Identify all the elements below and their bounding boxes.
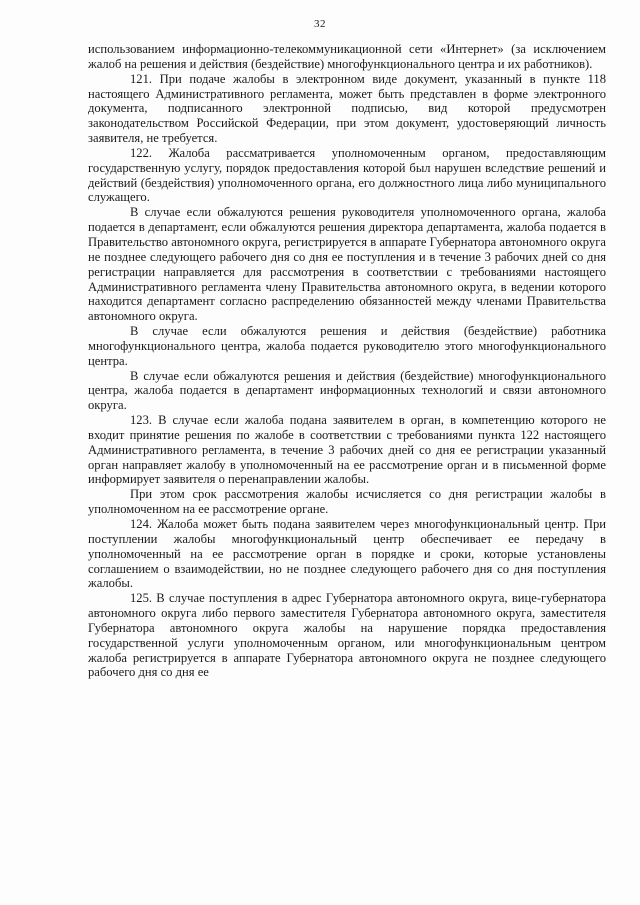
paragraph-122-mfc-worker: В случае если обжалуются решения и действия (бездействие) работника многофункционального центра, жалоба подается руководителю этого многофункционального центра. — [88, 324, 606, 368]
paragraph-122: 122. Жалоба рассматривается уполномоченным органом, предоставляющим государственную услугу, порядок предоставления которой был нарушен вследствие решений и действий (бездействия) уполномоченного органа, его должностного лица либо муниципального служащего. — [88, 145, 606, 205]
paragraph-122-appeal-department: В случае если обжалуются решения руководителя уполномоченного органа, жалоба подается в департамент, если обжалуются решения директора департамента, жалоба подается в Правительство автономного округа, регистрируется в аппарате Губернатора автономного округа не позднее следующего рабочего дня со дня ее поступления и в течение 3 рабочих дней со дня регистрации направляется для рассмотрения в соответствии с требованиями настоящего Административного регламента члену Правительства автономного округа, в ведении которого находится департамент согласно распределению обязанностей между членами Правительства автономного округа. — [88, 205, 606, 324]
paragraph-122-mfc: В случае если обжалуются решения и действия (бездействие) многофункционального центра, жалоба подается в департамент информационных технологий и связи автономного округа. — [88, 368, 606, 413]
paragraph-124: 124. Жалоба может быть подана заявителем через многофункциональный центр. При поступлении жалобы многофункциональный центр обеспечивает ее передачу в уполномоченный на ее рассмотрение орган в порядке и сроки, которые установлены соглашением о взаимодействии, но не позднее следующего рабочего дня со дня поступления жалобы. — [88, 517, 606, 591]
paragraph-125: 125. В случае поступления в адрес Губернатора автономного округа, вице-губернатора автономного округа либо первого заместителя Губернатора автономного округа, заместителя Губернатора автономного округа жалобы на нарушение порядка предоставления государственной услуги уполномоченным органом, или многофункциональным центром жалоба регистрируется в аппарате Губернатора автономного округа не позднее следующего рабочего дня со дня ее — [88, 591, 606, 680]
document-body — [88, 42, 606, 680]
paragraph-123-term: При этом срок рассмотрения жалобы исчисляется со дня регистрации жалобы в уполномоченном на ее рассмотрение органе. — [88, 487, 606, 517]
paragraph-123: 123. В случае если жалоба подана заявителем в орган, в компетенцию которого не входит принятие решения по жалобе в соответствии с требованиями пункта 122 настоящего Административного регламента, в течение 3 рабочих дней со дня ее регистрации указанный орган направляет жалобу в уполномоченный на ее рассмотрение орган и в письменной форме информирует заявителя о перенаправлении жалобы. — [88, 413, 606, 487]
page-number: 32 — [314, 18, 326, 30]
paragraph-121: 121. При подаче жалобы в электронном виде документ, указанный в пункте 118 настоящего Административного регламента, может быть представлен в форме электронного документа, подписанного электронной подписью, вид которой предусмотрен законодательством Российской Федерации, при этом документ, удостоверяющий личность заявителя, не требуется. — [88, 71, 606, 146]
paragraph-continuation: использованием информационно-телекоммуникационной сети «Интернет» (за исключением жалоб на решения и действия (бездействие) многофункционального центра и их работников). — [88, 42, 606, 71]
